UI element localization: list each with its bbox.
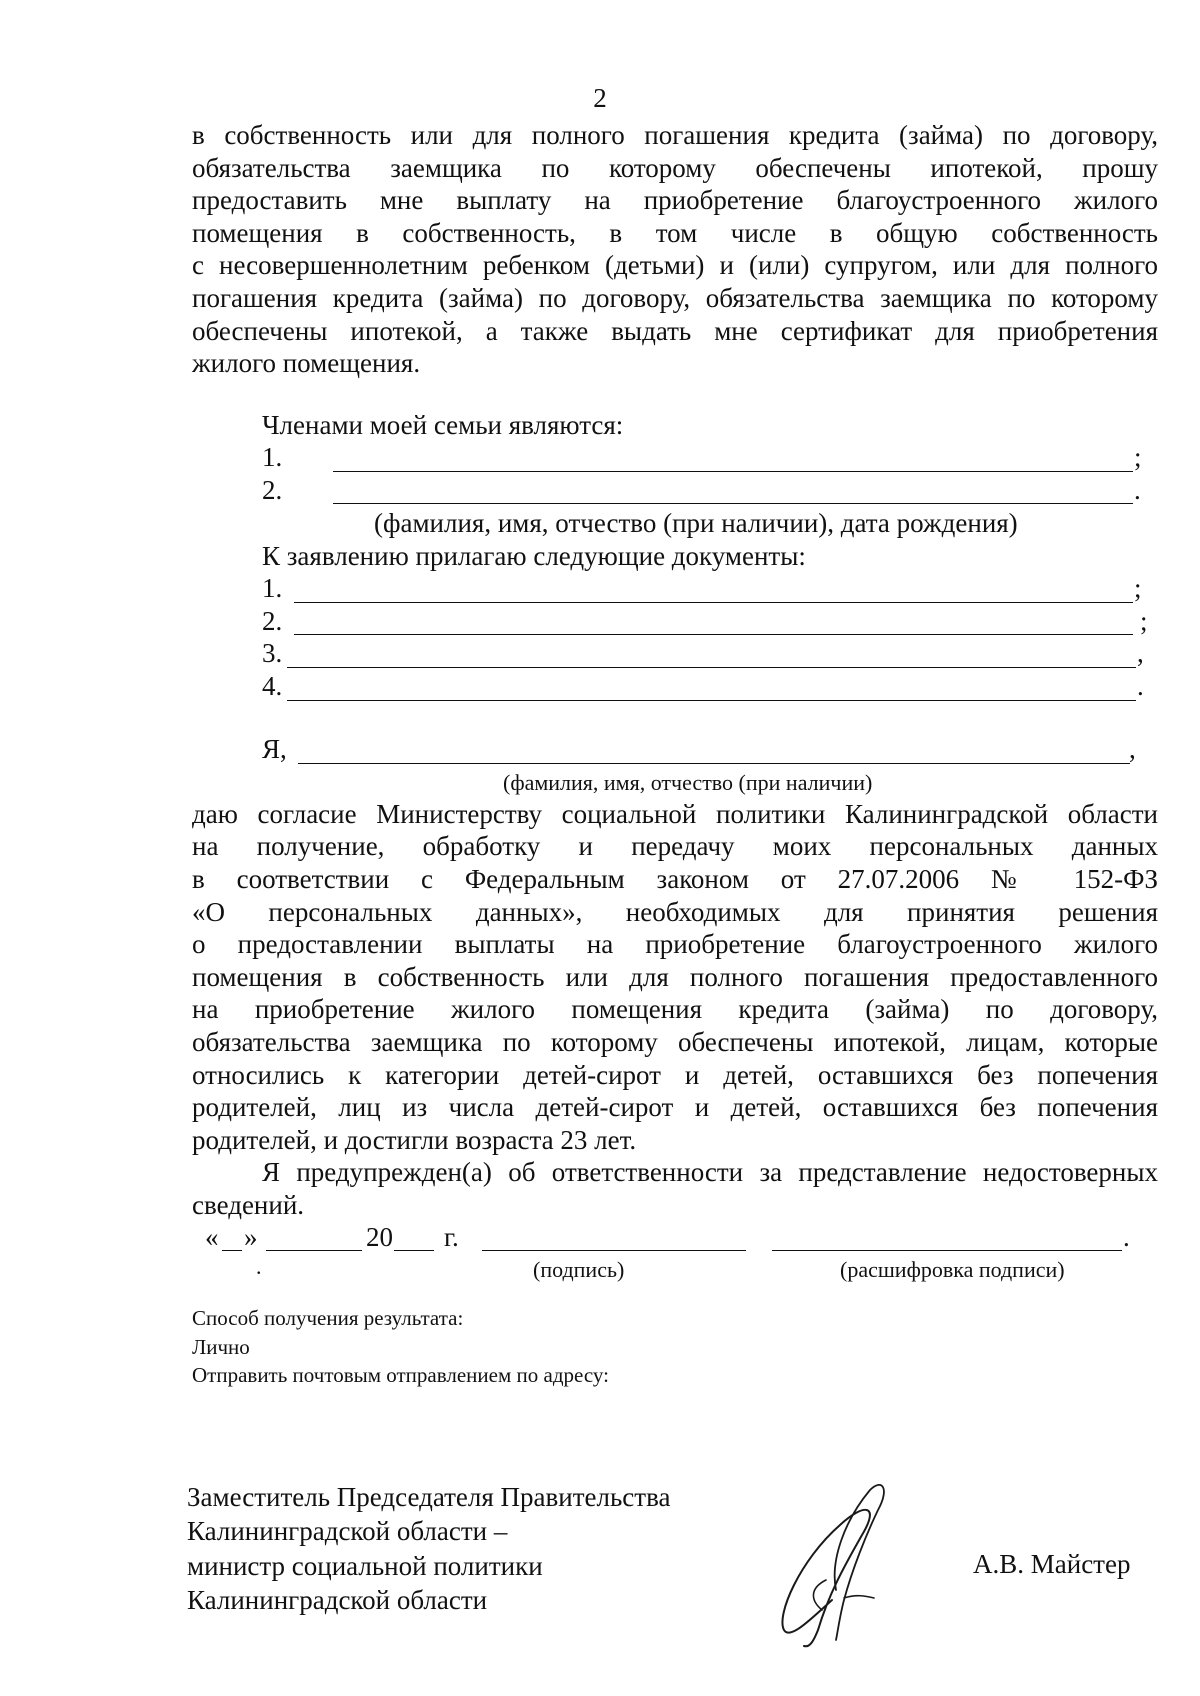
date-month-field[interactable] [266, 1250, 362, 1251]
consent-line: на приобретение жилого помещения кредита (займа) по договору, [192, 994, 1158, 1024]
consent-line: родителей, лиц из числа детей-сирот и детей, оставшихся без попечения [192, 1092, 1158, 1122]
warning-line: Я предупрежден(а) об ответственности за представление недостоверных [262, 1157, 1158, 1187]
date-open-quote: « [205, 1222, 219, 1252]
document-item-number: 3. [262, 638, 283, 668]
signature-caption: (подпись) [533, 1257, 625, 1282]
document-2-field[interactable] [294, 634, 1133, 635]
consent-line: даю согласие Министерству социальной политики Калининградской области [192, 799, 1158, 829]
handwritten-signature [770, 1480, 930, 1650]
document-item-number: 1. [262, 573, 283, 603]
family-caption: (фамилия, имя, отчество (при наличии), дата рождения) [374, 508, 1018, 538]
family-item-end: ; [1134, 442, 1142, 472]
consent-prefix: Я, [262, 734, 287, 764]
date-row-end: . [1123, 1222, 1130, 1252]
intro-line: в собственность или для полного погашения кредита (займа) по договору, [192, 120, 1158, 150]
document-item-number: 2. [262, 606, 283, 636]
consent-line: на получение, обработку и передачу моих персональных данных [192, 831, 1158, 861]
family-member-2-field[interactable] [333, 503, 1133, 504]
consent-suffix: , [1129, 734, 1136, 764]
consent-name-field[interactable] [298, 763, 1130, 764]
family-item-end: . [1134, 475, 1141, 505]
document-item-end: . [1137, 671, 1144, 701]
result-heading: Способ получения результата: [192, 1306, 464, 1330]
decode-caption: (расшифровка подписи) [840, 1257, 1065, 1282]
consent-line: помещения в собственность или для полного погашения предоставленного [192, 962, 1158, 992]
consent-line: о предоставлении выплаты на приобретение благоустроенного жилого [192, 929, 1158, 959]
intro-line: помещения в собственность, в том числе в общую собственность [192, 218, 1158, 248]
date-year-field[interactable] [394, 1250, 434, 1251]
document-3-field[interactable] [287, 667, 1136, 668]
document-item-end: ; [1140, 606, 1148, 636]
consent-line: относились к категории детей-сирот и детей, оставшихся без попечения [192, 1060, 1158, 1090]
signatory-title-line: Калининградской области – [187, 1516, 508, 1546]
family-member-1-field[interactable] [333, 471, 1133, 472]
document-item-end: ; [1134, 573, 1142, 603]
page-number: 2 [593, 83, 607, 113]
date-close-quote: » [244, 1222, 258, 1252]
consent-line: в соответствии с Федеральным законом от 27.07.2006 № 152-ФЗ [192, 864, 1158, 894]
consent-line: обязательства заемщика по которому обеспечены ипотекой, лицам, которые [192, 1027, 1158, 1057]
signatory-title-line: Заместитель Председателя Правительства [187, 1482, 671, 1512]
result-option-mail: Отправить почтовым отправлением по адресу: [192, 1363, 609, 1387]
date-row-dot: . [256, 1254, 262, 1279]
document-4-field[interactable] [287, 700, 1136, 701]
intro-line: погашения кредита (займа) по договору, обязательства заемщика по которому [192, 283, 1158, 313]
intro-line: с несовершеннолетним ребенком (детьми) и (или) супругом, или для полного [192, 250, 1158, 280]
warning-line: сведений. [192, 1190, 305, 1220]
family-heading: Членами моей семьи являются: [262, 410, 624, 440]
result-option-personal: Лично [192, 1335, 250, 1359]
signature-decode-field[interactable] [772, 1250, 1122, 1251]
document-item-end: , [1137, 638, 1144, 668]
date-year-suffix: г. [444, 1222, 459, 1252]
intro-line: жилого помещения. [192, 348, 421, 378]
date-year-prefix: 20 [366, 1222, 393, 1252]
signature-field[interactable] [482, 1250, 746, 1251]
date-day-field[interactable] [222, 1250, 242, 1251]
consent-line: «О персональных данных», необходимых для принятия решения [192, 897, 1158, 927]
document-item-number: 4. [262, 671, 283, 701]
documents-heading: К заявлению прилагаю следующие документы: [262, 541, 806, 571]
family-item-number: 1. [262, 442, 283, 472]
family-item-number: 2. [262, 475, 283, 505]
document-1-field[interactable] [294, 602, 1133, 603]
intro-line: обязательства заемщика по которому обеспечены ипотекой, прошу [192, 153, 1158, 183]
signatory-name: А.В. Майстер [973, 1549, 1131, 1579]
signatory-title-line: Калининградской области [187, 1585, 488, 1615]
consent-caption: (фамилия, имя, отчество (при наличии) [503, 770, 873, 795]
intro-line: обеспечены ипотекой, а также выдать мне сертификат для приобретения [192, 316, 1158, 346]
intro-line: предоставить мне выплату на приобретение благоустроенного жилого [192, 185, 1158, 215]
signatory-title-line: министр социальной политики [187, 1551, 543, 1581]
consent-line: родителей, и достигли возраста 23 лет. [192, 1125, 637, 1155]
